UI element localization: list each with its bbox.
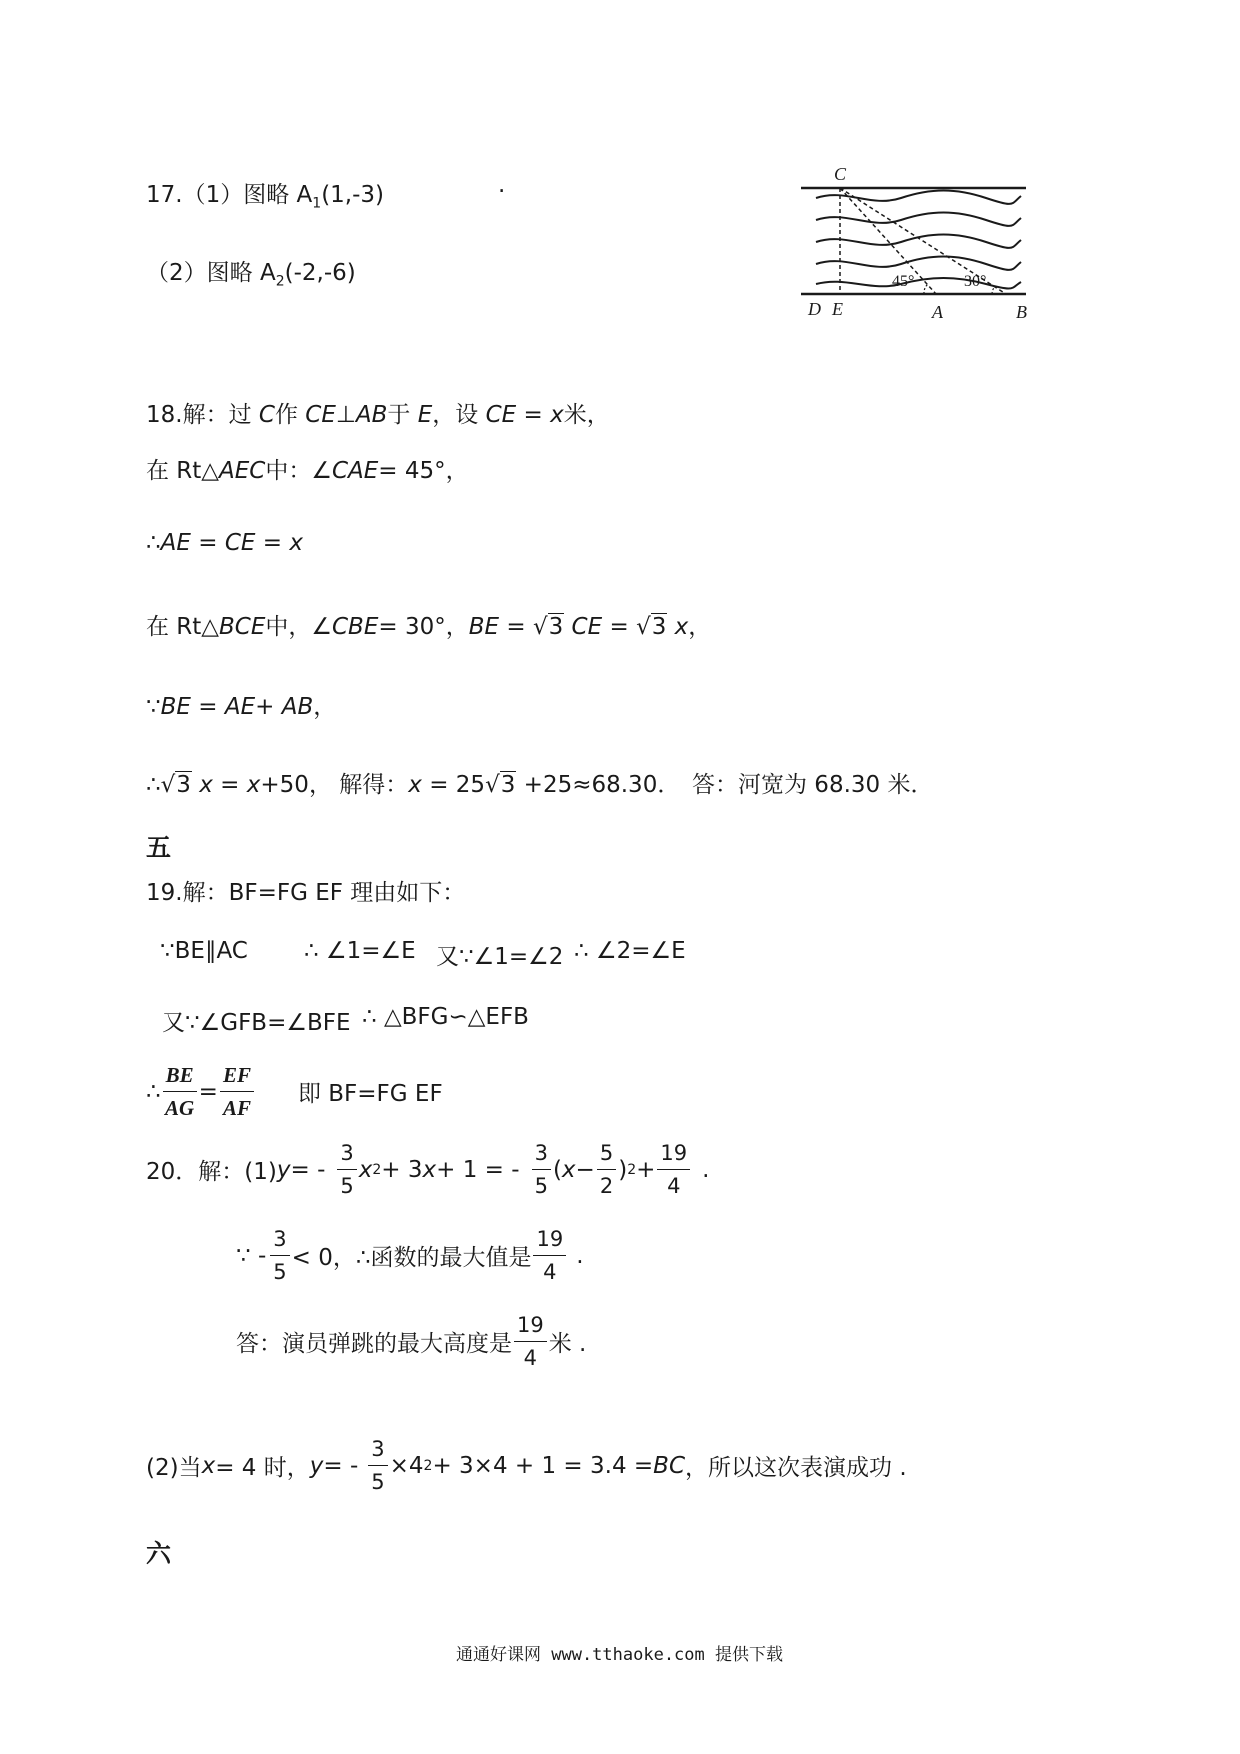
- q18-line2: 在 Rt△AEC中：∠CAE= 45°，: [146, 458, 469, 484]
- q20-line1: 20．解：(1) y = - $\frac{3}{5}$ x 2 + 3 x + 1 = - $\frac{3}{5}$ ( x − $\frac{5}{2}$ ) 2 + $\frac{19}{4}$ .: [146, 1141, 710, 1199]
- page-footer: 通通好课网 www.tthaoke.com 提供下载: [456, 1645, 783, 1665]
- q19-line2a: ∵BE∥AC: [160, 938, 248, 964]
- q18-line6: ∴√3 x = x+50， 解得：x = 25√3 +25≈68.30．: [146, 772, 681, 798]
- q20-line4: (2)当 x = 4 时， y = - $\frac{3}{5}$ ×4 2 + 3×4 + 1 = 3.4 = BC ，所以这次表演成功 .: [146, 1437, 907, 1495]
- q20-line3: 答：演员弹跳的最大高度是 $\frac{19}{4}$ 米 .: [236, 1313, 587, 1371]
- q19-line1: 19.解：BF=FG EF 理由如下：: [146, 880, 466, 906]
- q19-line3b: ∴ △BFG∽△EFB: [362, 1004, 529, 1030]
- q19-line3a: 又∵∠GFB=∠BFE: [162, 1010, 351, 1036]
- q18-line5: ∵BE = AE+ AB，: [146, 694, 337, 720]
- q18-line4: 在 Rt△BCE中，∠CBE= 30°，BE = √3 CE = √3 x，: [146, 614, 712, 640]
- q19-line4: ∴ $\frac{BE}{AG}$ = $\frac{EF}{AF}$ 即 BF=FG EF: [146, 1063, 443, 1121]
- q18-line3: ∴AE = CE = x: [146, 530, 303, 556]
- angle-30-label: 30°: [964, 273, 987, 290]
- angle-45-label: 45°: [892, 273, 915, 290]
- river-diagram: [796, 160, 1036, 320]
- q17-dot: .: [498, 172, 506, 198]
- label-D: D: [808, 299, 821, 319]
- q20-line2: ∵ - $\frac{3}{5}$ < 0，∴函数的最大值是 $\frac{19}{4}$ .: [236, 1227, 584, 1285]
- q18-answer: 答：河宽为 68.30 米．: [692, 772, 934, 798]
- section-six-heading: 六: [146, 1539, 172, 1568]
- q17-part2: （2）图略 $A_2(-2,-6)$: [146, 260, 356, 290]
- q19-line2c: 又∵∠1=∠2: [436, 944, 564, 970]
- q19-line2d: ∴ ∠2=∠E: [574, 938, 686, 964]
- q18-line1: 18.解：过 C作 CE⊥AB于 E，设 CE = x米，: [146, 402, 610, 428]
- label-C: C: [834, 164, 847, 184]
- label-E: E: [832, 299, 843, 319]
- label-B: B: [1016, 302, 1027, 320]
- label-A: A: [932, 302, 943, 320]
- q19-line2b: ∴ ∠1=∠E: [304, 938, 416, 964]
- q17-part1: 17.（1）图略 $A_1(1,-3)$: [146, 182, 385, 212]
- section-five-heading: 五: [146, 833, 172, 862]
